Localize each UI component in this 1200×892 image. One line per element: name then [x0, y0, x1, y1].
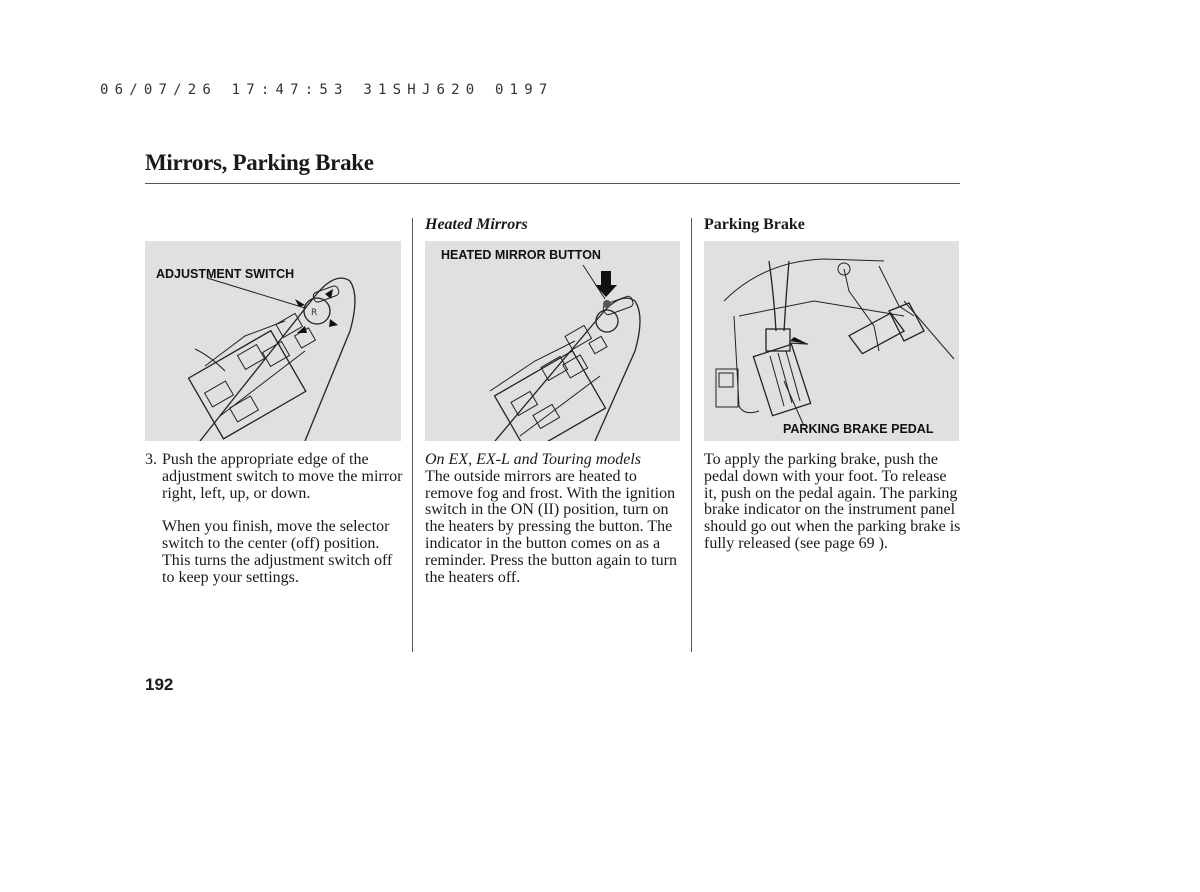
parking-brake-text: To apply the parking brake, push the pedal down with your foot. To release it, push on the pedal again. The parking brake indicator on the instrument panel should go out when the parking brake is fully released (see page 69 ). [704, 451, 961, 552]
column-divider-right [691, 218, 692, 652]
print-stamp: 06/07/26 17:47:53 31SHJ620 0197 [100, 82, 554, 98]
finish-instructions: When you finish, move the selector switch to the center (off) position. This turns the adjustment switch off to keep your settings. [162, 518, 393, 586]
heated-mirrors-text: The outside mirrors are heated to remove fog and frost. With the ignition switch in the ON (II) position, turn on the heaters by pressing the button. The indicator in the button comes on as a reminder. Press the button again to turn the heaters off. [425, 467, 677, 586]
parking-brake-figure [704, 241, 959, 441]
heated-mirrors-heading: Heated Mirrors [425, 216, 528, 233]
heated-mirror-figure [425, 241, 680, 441]
parking-brake-pedal-label: PARKING BRAKE PEDAL [783, 422, 934, 436]
middle-column-text [425, 452, 680, 586]
parking-brake-pedal-illustration [704, 241, 959, 441]
heated-mirror-panel-illustration [425, 241, 680, 441]
step-3 [145, 452, 405, 502]
title-rule [145, 183, 960, 184]
page-number: 192 [145, 675, 174, 694]
page-title: Mirrors, Parking Brake [145, 150, 374, 175]
adjustment-switch-label: ADJUSTMENT SWITCH [156, 267, 295, 281]
parking-brake-heading: Parking Brake [704, 216, 805, 233]
step-3-text: Push the appropriate edge of the adjustment switch to move the mirror right, left, up, or down. [162, 451, 403, 502]
step-number: 3. [145, 451, 157, 468]
svg-text:R: R [311, 308, 318, 318]
column-divider-left [412, 218, 413, 652]
models-note: On EX, EX-L and Touring models [425, 451, 642, 468]
right-column-text [704, 452, 962, 553]
left-column-text [145, 452, 405, 603]
heated-mirror-button-label: HEATED MIRROR BUTTON [441, 248, 601, 262]
